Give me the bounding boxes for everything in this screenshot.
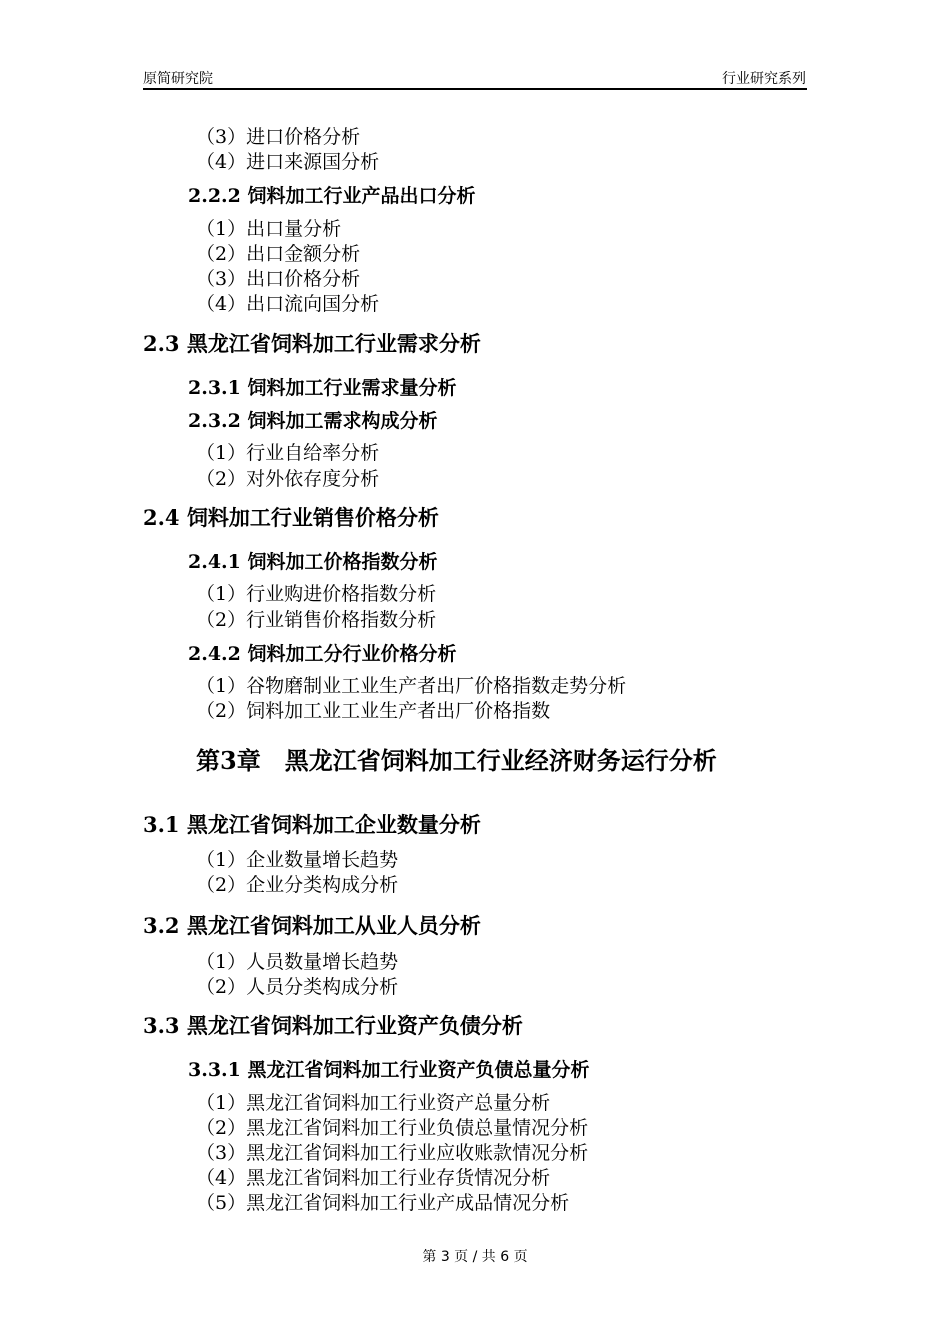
chapter-heading: 第3章 黑龙江省饲料加工行业经济财务运行分析 bbox=[196, 746, 717, 775]
toc-item: （5）黑龙江省饲料加工行业产成品情况分析 bbox=[196, 1191, 570, 1214]
toc-item: （2）黑龙江省饲料加工行业负债总量情况分析 bbox=[196, 1116, 589, 1139]
header-divider bbox=[143, 88, 807, 90]
header-right-series: 行业研究系列 bbox=[722, 70, 806, 86]
toc-heading-h2: 2.4 饲料加工行业销售价格分析 bbox=[143, 504, 439, 530]
toc-heading-h3: 2.2.2 饲料加工行业产品出口分析 bbox=[188, 184, 476, 207]
toc-heading-h3: 2.3.1 饲料加工行业需求量分析 bbox=[188, 376, 457, 399]
toc-item: （2）饲料加工业工业生产者出厂价格指数 bbox=[196, 699, 551, 722]
toc-item: （3）进口价格分析 bbox=[196, 125, 361, 148]
toc-heading-h3: 3.3.1 黑龙江省饲料加工行业资产负债总量分析 bbox=[188, 1058, 590, 1081]
toc-item: （1）出口量分析 bbox=[196, 217, 342, 240]
toc-item: （1）人员数量增长趋势 bbox=[196, 950, 399, 973]
toc-item: （2）企业分类构成分析 bbox=[196, 873, 399, 896]
header-left-org: 原简研究院 bbox=[143, 70, 213, 86]
toc-item: （2）出口金额分析 bbox=[196, 242, 361, 265]
toc-item: （1）企业数量增长趋势 bbox=[196, 848, 399, 871]
toc-item: （4）进口来源国分析 bbox=[196, 150, 380, 173]
toc-item: （3）黑龙江省饲料加工行业应收账款情况分析 bbox=[196, 1141, 589, 1164]
toc-heading-h3: 2.4.1 饲料加工价格指数分析 bbox=[188, 550, 438, 573]
toc-item: （1）谷物磨制业工业生产者出厂价格指数走势分析 bbox=[196, 674, 627, 697]
toc-heading-h2: 3.1 黑龙江省饲料加工企业数量分析 bbox=[143, 811, 481, 837]
toc-item: （2）对外依存度分析 bbox=[196, 467, 380, 490]
toc-heading-h3: 2.3.2 饲料加工需求构成分析 bbox=[188, 409, 438, 432]
toc-item: （4）黑龙江省饲料加工行业存货情况分析 bbox=[196, 1166, 551, 1189]
toc-item: （4）出口流向国分析 bbox=[196, 292, 380, 315]
toc-item: （1）行业购进价格指数分析 bbox=[196, 582, 437, 605]
toc-item: （2）行业销售价格指数分析 bbox=[196, 608, 437, 631]
toc-item: （1）行业自给率分析 bbox=[196, 441, 380, 464]
toc-item: （2）人员分类构成分析 bbox=[196, 975, 399, 998]
toc-heading-h2: 3.3 黑龙江省饲料加工行业资产负债分析 bbox=[143, 1012, 523, 1038]
toc-heading-h2: 2.3 黑龙江省饲料加工行业需求分析 bbox=[143, 330, 481, 356]
toc-heading-h3: 2.4.2 饲料加工分行业价格分析 bbox=[188, 642, 457, 665]
toc-item: （1）黑龙江省饲料加工行业资产总量分析 bbox=[196, 1091, 551, 1114]
toc-heading-h2: 3.2 黑龙江省饲料加工从业人员分析 bbox=[143, 912, 481, 938]
toc-item: （3）出口价格分析 bbox=[196, 267, 361, 290]
page-number: 第 3 页 / 共 6 页 bbox=[422, 1249, 528, 1265]
